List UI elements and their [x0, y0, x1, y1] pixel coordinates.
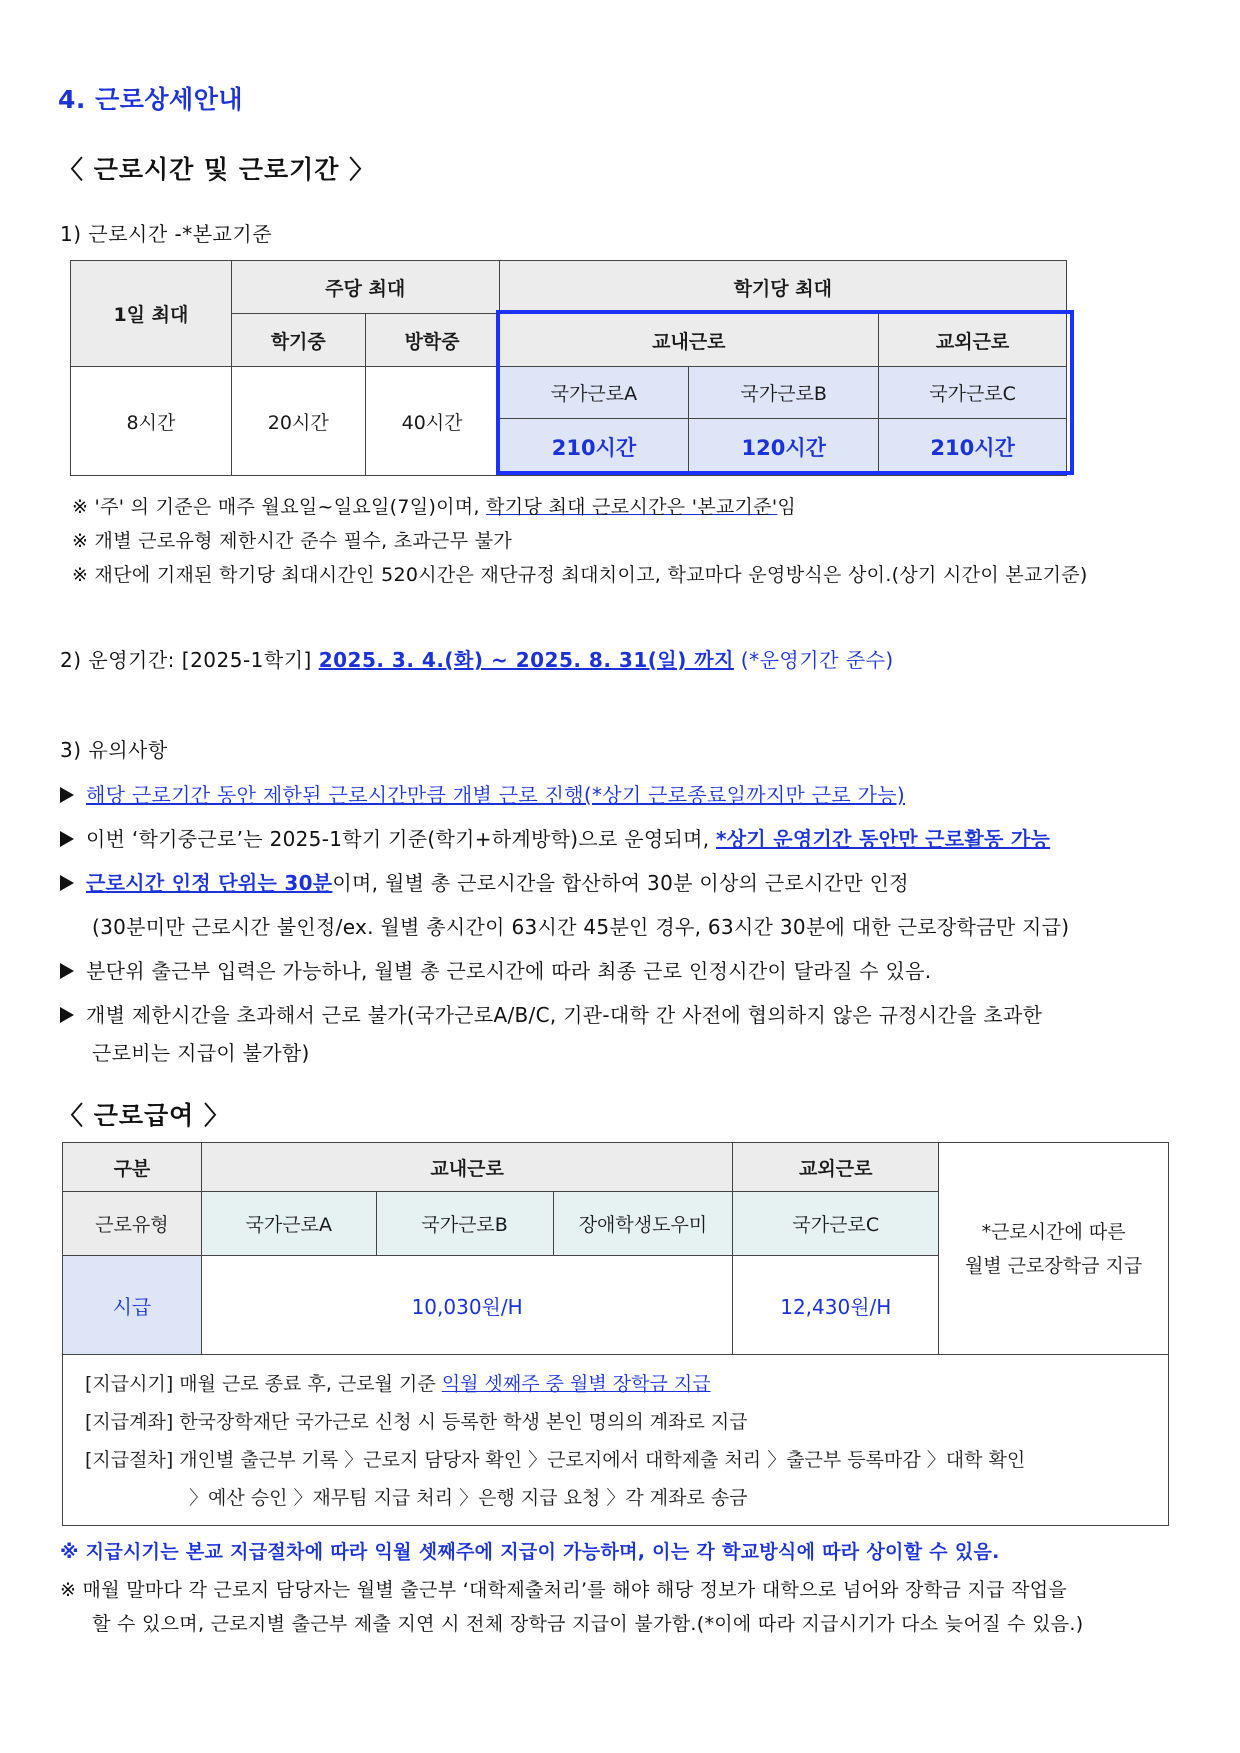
bullet-2-text: 이번 ‘학기중근로’는 2025-1학기 기준(학기+하계방학)으로 운영되며, [86, 827, 717, 851]
hourly-wage-header: 시급 [63, 1256, 202, 1355]
bullet-3-continued: (30분미만 근로시간 불인정/ex. 월별 총시간이 63시간 45분인 경우, 63시간 30분에 대한 근로장학금만 지급) [92, 915, 1070, 939]
section-title: 4. 근로상세안내 [58, 85, 243, 114]
monthly-pay-note-line1: *근로시간에 따른 [981, 1220, 1126, 1243]
bullet-1-text: 해당 근로기간 동안 제한된 근로시간만큼 개별 근로 진행(*상기 근로종료일까지만 근로 가능) [86, 783, 906, 807]
semester-max-header: 학기당 최대 [499, 261, 1066, 314]
pay-heading: 〈 근로급여 〉 [58, 1101, 231, 1130]
bullet-3-text: 이며, 월별 총 근로시간을 합산하여 30분 이상의 근로시간만 인정 [332, 871, 909, 895]
category-header: 구분 [63, 1143, 202, 1192]
note-week-link: 학기당 최대 근로시간은 '본교기준' [486, 496, 778, 518]
triangle-bullet-icon [60, 787, 74, 803]
pay-type-c: 국가근로C [733, 1192, 939, 1256]
bullet-1 [60, 779, 905, 808]
payment-procedure: [지급절차] 개인별 출근부 기록 〉근로지 담당자 확인 〉근로지에서 대학제출 처리 〉출근부 등록마감 〉대학 확인 [85, 1449, 1026, 1471]
pay-type-a: 국가근로A [201, 1192, 376, 1256]
payment-timing-link: 익월 셋째주 중 월별 장학금 지급 [441, 1373, 711, 1395]
weekly-max-header: 주당 최대 [231, 261, 499, 314]
type-c-hours: 210시간 [879, 419, 1067, 476]
bullet-5-text: 개별 제한시간을 초과해서 근로 불가(국가근로A/B/C, 기관-대학 간 사전에 협의하지 않은 규정시간을 초과한 [86, 1003, 1043, 1027]
off-campus-wage: 12,430원/H [733, 1256, 939, 1355]
operating-period-note: (*운영기간 준수) [733, 648, 894, 672]
operating-period-dates: 2025. 3. 4.(화) ~ 2025. 8. 31(일) 까지 [318, 648, 734, 672]
note-foundation-max: ※ 재단에 기재된 학기당 최대시간인 520시간은 재단규정 최대치이고, 학교마다 운영방식은 상이.(상기 시간이 본교기준) [72, 564, 1088, 586]
bullet-5 [60, 999, 1042, 1028]
monthly-pay-note-cell [939, 1143, 1169, 1355]
bullet-4 [60, 955, 931, 984]
vacation-weekly-value: 40시간 [365, 367, 499, 476]
bullet-4-text: 분단위 출근부 입력은 가능하나, 월별 총 근로시간에 따라 최종 근로 인정시간이 달라질 수 있음. [86, 959, 932, 983]
work-type-header: 근로유형 [63, 1192, 202, 1256]
note-limit: ※ 개별 근로유형 제한시간 준수 필수, 초과근무 불가 [72, 530, 513, 552]
bullet-3-emphasis: 근로시간 인정 단위는 30분 [86, 871, 333, 895]
pay-note-submission: ※ 매월 말마다 각 근로지 담당자는 월별 출근부 ‘대학제출처리’를 해야 해당 정보가 대학으로 넘어와 장학금 지급 작업을 [60, 1579, 1068, 1601]
off-campus-header: 교외근로 [879, 314, 1067, 367]
operating-period-label: 2) 운영기간: [2025-1학기] [60, 648, 319, 672]
bullet-2-emphasis: *상기 운영기간 동안만 근로활동 가능 [716, 827, 1051, 851]
pay-on-campus-header: 교내근로 [201, 1143, 732, 1192]
bullet-5-continued: 근로비는 지급이 불가함) [92, 1041, 310, 1065]
daily-max-header: 1일 최대 [71, 261, 232, 367]
precautions-title: 3) 유의사항 [60, 738, 168, 762]
triangle-bullet-icon [60, 875, 74, 891]
pay-table [62, 1142, 1169, 1526]
type-a-label: 국가근로A [499, 367, 689, 419]
payment-info-cell [63, 1355, 1169, 1526]
during-semester-header: 학기중 [231, 314, 365, 367]
triangle-bullet-icon [60, 831, 74, 847]
pay-note-timing: ※ 지급시기는 본교 지급절차에 따라 익월 셋째주에 지급이 가능하며, 이는 각 학교방식에 따라 상이할 수 있음. [60, 1541, 1000, 1563]
working-hours-subtitle: 1) 근로시간 -*본교기준 [60, 222, 273, 246]
payment-timing-text: [지급시기] 매월 근로 종료 후, 근로월 기준 [85, 1373, 442, 1395]
pay-type-b: 국가근로B [376, 1192, 553, 1256]
type-b-label: 국가근로B [689, 367, 879, 419]
note-week-suffix: 임 [777, 496, 797, 518]
note-week-text: ※ '주' 의 기준은 매주 월요일~일요일(7일)이며, [72, 496, 487, 518]
on-campus-wage: 10,030원/H [201, 1256, 732, 1355]
vacation-header: 방학중 [365, 314, 499, 367]
on-campus-header: 교내근로 [499, 314, 879, 367]
triangle-bullet-icon [60, 1007, 74, 1023]
daily-max-value: 8시간 [71, 367, 232, 476]
type-a-hours: 210시간 [499, 419, 689, 476]
triangle-bullet-icon [60, 963, 74, 979]
pay-note-submission-continued: 할 수 있으며, 근로지별 출근부 제출 지연 시 전체 장학금 지급이 불가함.(*이에 따라 지급시기가 다소 늦어질 수 있음.) [92, 1613, 1084, 1635]
payment-timing [85, 1365, 1148, 1403]
working-hours-table [70, 260, 1067, 476]
bullet-3 [60, 867, 909, 896]
note-week-definition [72, 492, 796, 519]
pay-type-disabled-helper: 장애학생도우미 [553, 1192, 733, 1256]
hours-heading: 〈 근로시간 및 근로기간 〉 [58, 155, 376, 184]
bullet-2 [60, 823, 1050, 852]
payment-account: [지급계좌] 한국장학재단 국가근로 신청 시 등록한 학생 본인 명의의 계좌로 지급 [85, 1411, 748, 1433]
operating-period [60, 644, 894, 673]
semester-weekly-value: 20시간 [231, 367, 365, 476]
type-c-label: 국가근로C [879, 367, 1067, 419]
payment-procedure-continued: 〉예산 승인 〉재무팀 지급 처리 〉은행 지급 요청 〉각 계좌로 송금 [189, 1487, 748, 1509]
pay-off-campus-header: 교외근로 [733, 1143, 939, 1192]
monthly-pay-note-line2: 월별 근로장학금 지급 [964, 1254, 1143, 1277]
type-b-hours: 120시간 [689, 419, 879, 476]
